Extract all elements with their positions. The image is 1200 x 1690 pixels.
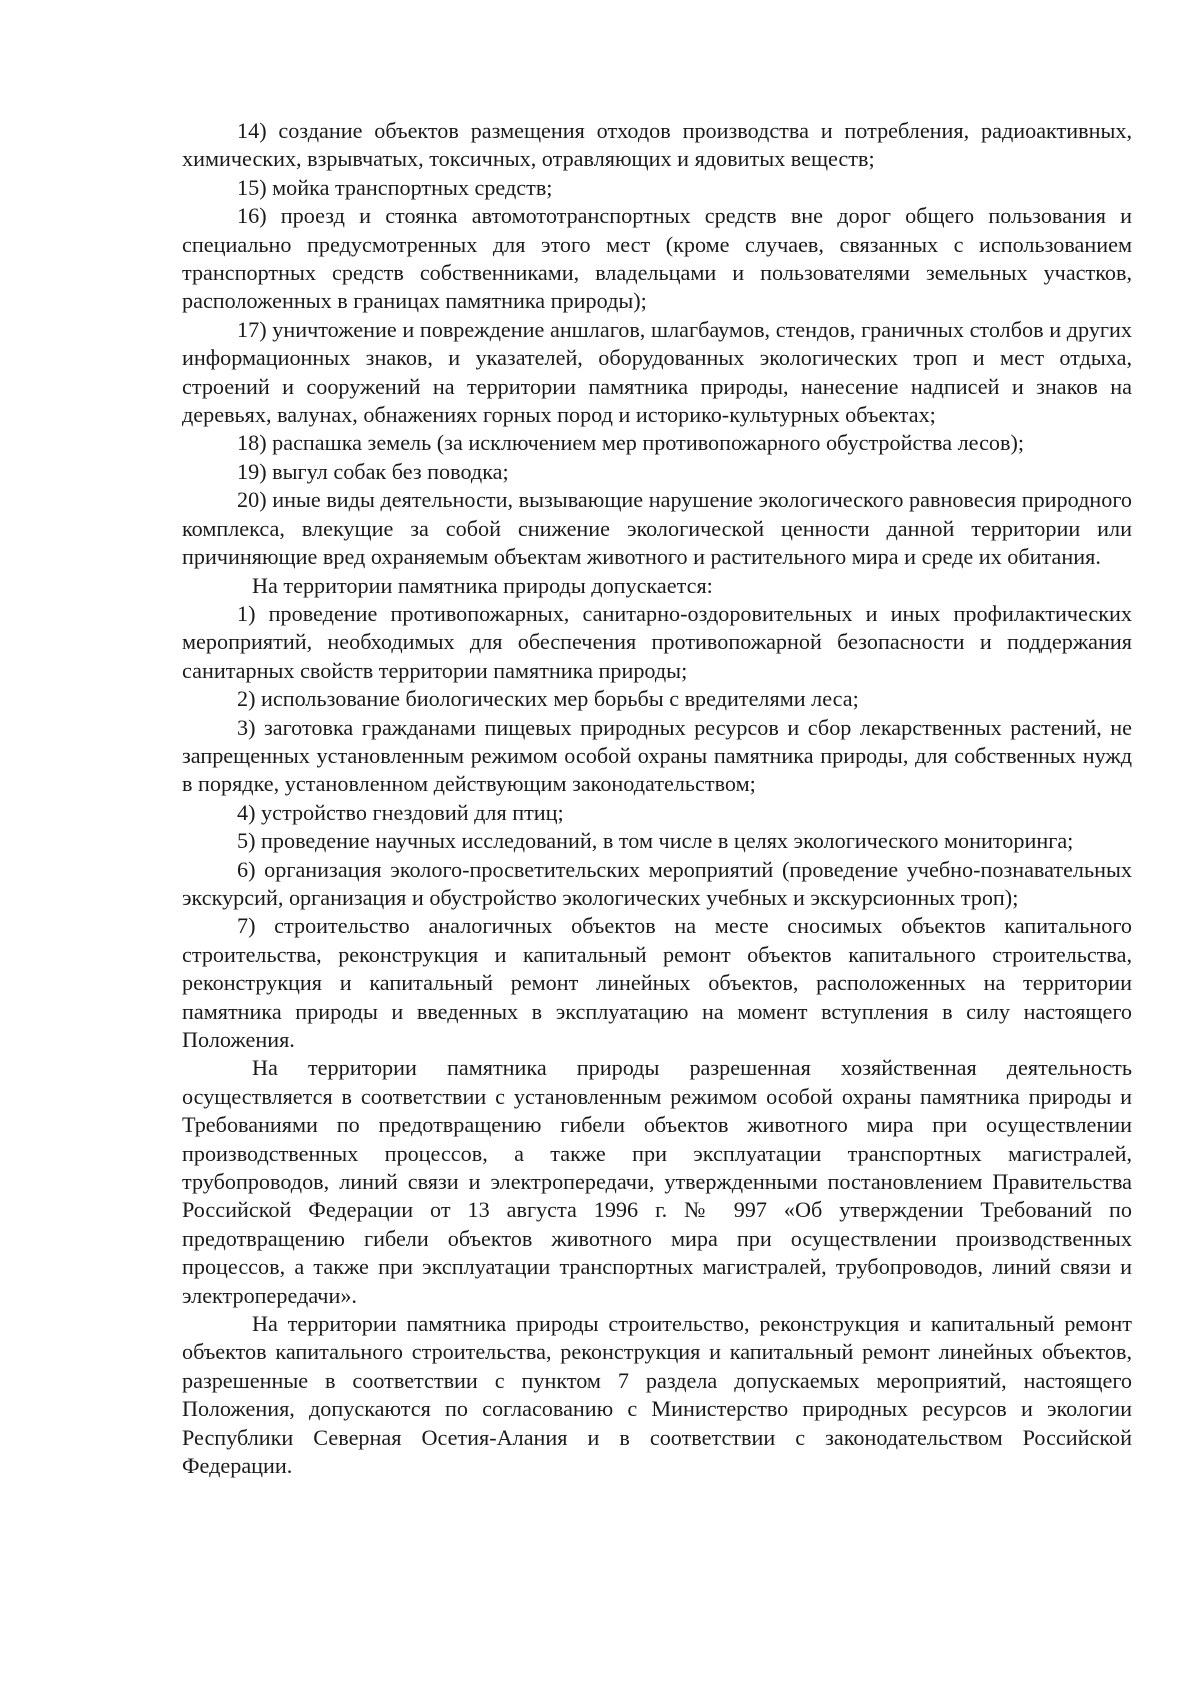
- permitted-item-7: 7) строительство аналогичных объектов на месте сносимых объектов капитального строительства, реконструкция и капитальный ремонт объектов капитального строительства, реконструкция и капитальный ремонт линейных объектов, расположенных на территории памятника природы и введенных в эксплуатацию на момент вступления в силу настоящего Положения.: [182, 913, 1132, 1052]
- construction-paragraph: На территории памятника природы строительство, реконструкция и капитальный ремонт объектов капитального строительства, реконструкция и капитальный ремонт линейных объектов, разрешенные в соответствии с пунктом 7 раздела допускаемых мероприятий, настоящего Положения, допускаются по согласованию с Министерство природных ресурсов и экологии Республики Северная Осетия-Алания и в соответствии с законодательством Российской Федерации.: [182, 1311, 1132, 1479]
- paragraph-item-16: 16) проезд и стоянка автомототранспортных средств вне дорог общего пользования и специально предусмотренных для этого мест (кроме случаев, связанных с использованием транспортных средств собственниками, владельцами и пользователями земельных участков, расположенных в границах памятника природы);: [182, 203, 1132, 314]
- paragraph-item-15: 15) мойка транспортных средств;: [237, 174, 553, 200]
- paragraph-item-17: 17) уничтожение и повреждение аншлагов, шлагбаумов, стендов, граничных столбов и других информационных знаков, и указателей, оборудованных экологических троп и мест отдыха, строений и сооружений на территории памятника природы, нанесение надписей и знаков на деревьях, валунах, обнажениях горных пород и историко-культурных объектах;: [182, 316, 1132, 428]
- permitted-item-5: 5) проведение научных исследований, в том числе в целях экологического мониторинга;: [237, 828, 1074, 854]
- permitted-item-3: 3) заготовка гражданами пищевых природных ресурсов и сбор лекарственных растений, не запрещенных установленным режимом особой охраны памятника природы, для собственных нужд в порядке, установленном действующим законодательством;: [182, 714, 1132, 797]
- permitted-item-4: 4) устройство гнездовий для птиц;: [237, 799, 564, 825]
- paragraph-item-20: 20) иные виды деятельности, вызывающие нарушение экологического равновесия природного комплекса, влекущие за собой снижение экологической ценности данной территории или причиняющие вред охраняемым объектам животного и растительного мира и среде их обитания.: [182, 487, 1132, 570]
- permitted-heading: На территории памятника природы допускается:: [252, 572, 713, 598]
- paragraph-item-19: 19) выгул собак без поводка;: [237, 458, 509, 484]
- paragraph-item-14: 14) создание объектов размещения отходов производства и потребления, радиоактивных, химических, взрывчатых, токсичных, отравляющих и ядовитых веществ;: [182, 118, 1132, 172]
- permitted-item-2: 2) использование биологических мер борьбы с вредителями леса;: [237, 686, 859, 712]
- document-body: [182, 117, 1132, 1481]
- permitted-item-6: 6) организация эколого-просветительских мероприятий (проведение учебно-познавательных экскурсий, организация и обустройство экологических учебных и экскурсионных троп);: [182, 856, 1132, 910]
- permitted-item-1: 1) проведение противопожарных, санитарно-оздоровительных и иных профилактических мероприятий, необходимых для обеспечения противопожарной безопасности и поддержания санитарных свойств территории памятника природы;: [182, 600, 1132, 683]
- economic-activity-paragraph: На территории памятника природы разрешенная хозяйственная деятельность осуществляется в соответствии с установленным режимом особой охраны памятника природы и Требованиями по предотвращению гибели объектов животного мира при осуществлении производственных процессов, а также при эксплуатации транспортных магистралей, трубопроводов, линий связи и электропередачи, утвержденными постановлением Правительства Российской Федерации от 13 августа 1996 г. № 997 «Об утверждении Требований по предотвращению гибели объектов животного мира при осуществлении производственных процессов, а также при эксплуатации транспортных магистралей, трубопроводов, линий связи и электропередачи».: [182, 1055, 1132, 1308]
- paragraph-item-18: 18) распашка земель (за исключением мер противопожарного обустройства лесов);: [237, 430, 1025, 456]
